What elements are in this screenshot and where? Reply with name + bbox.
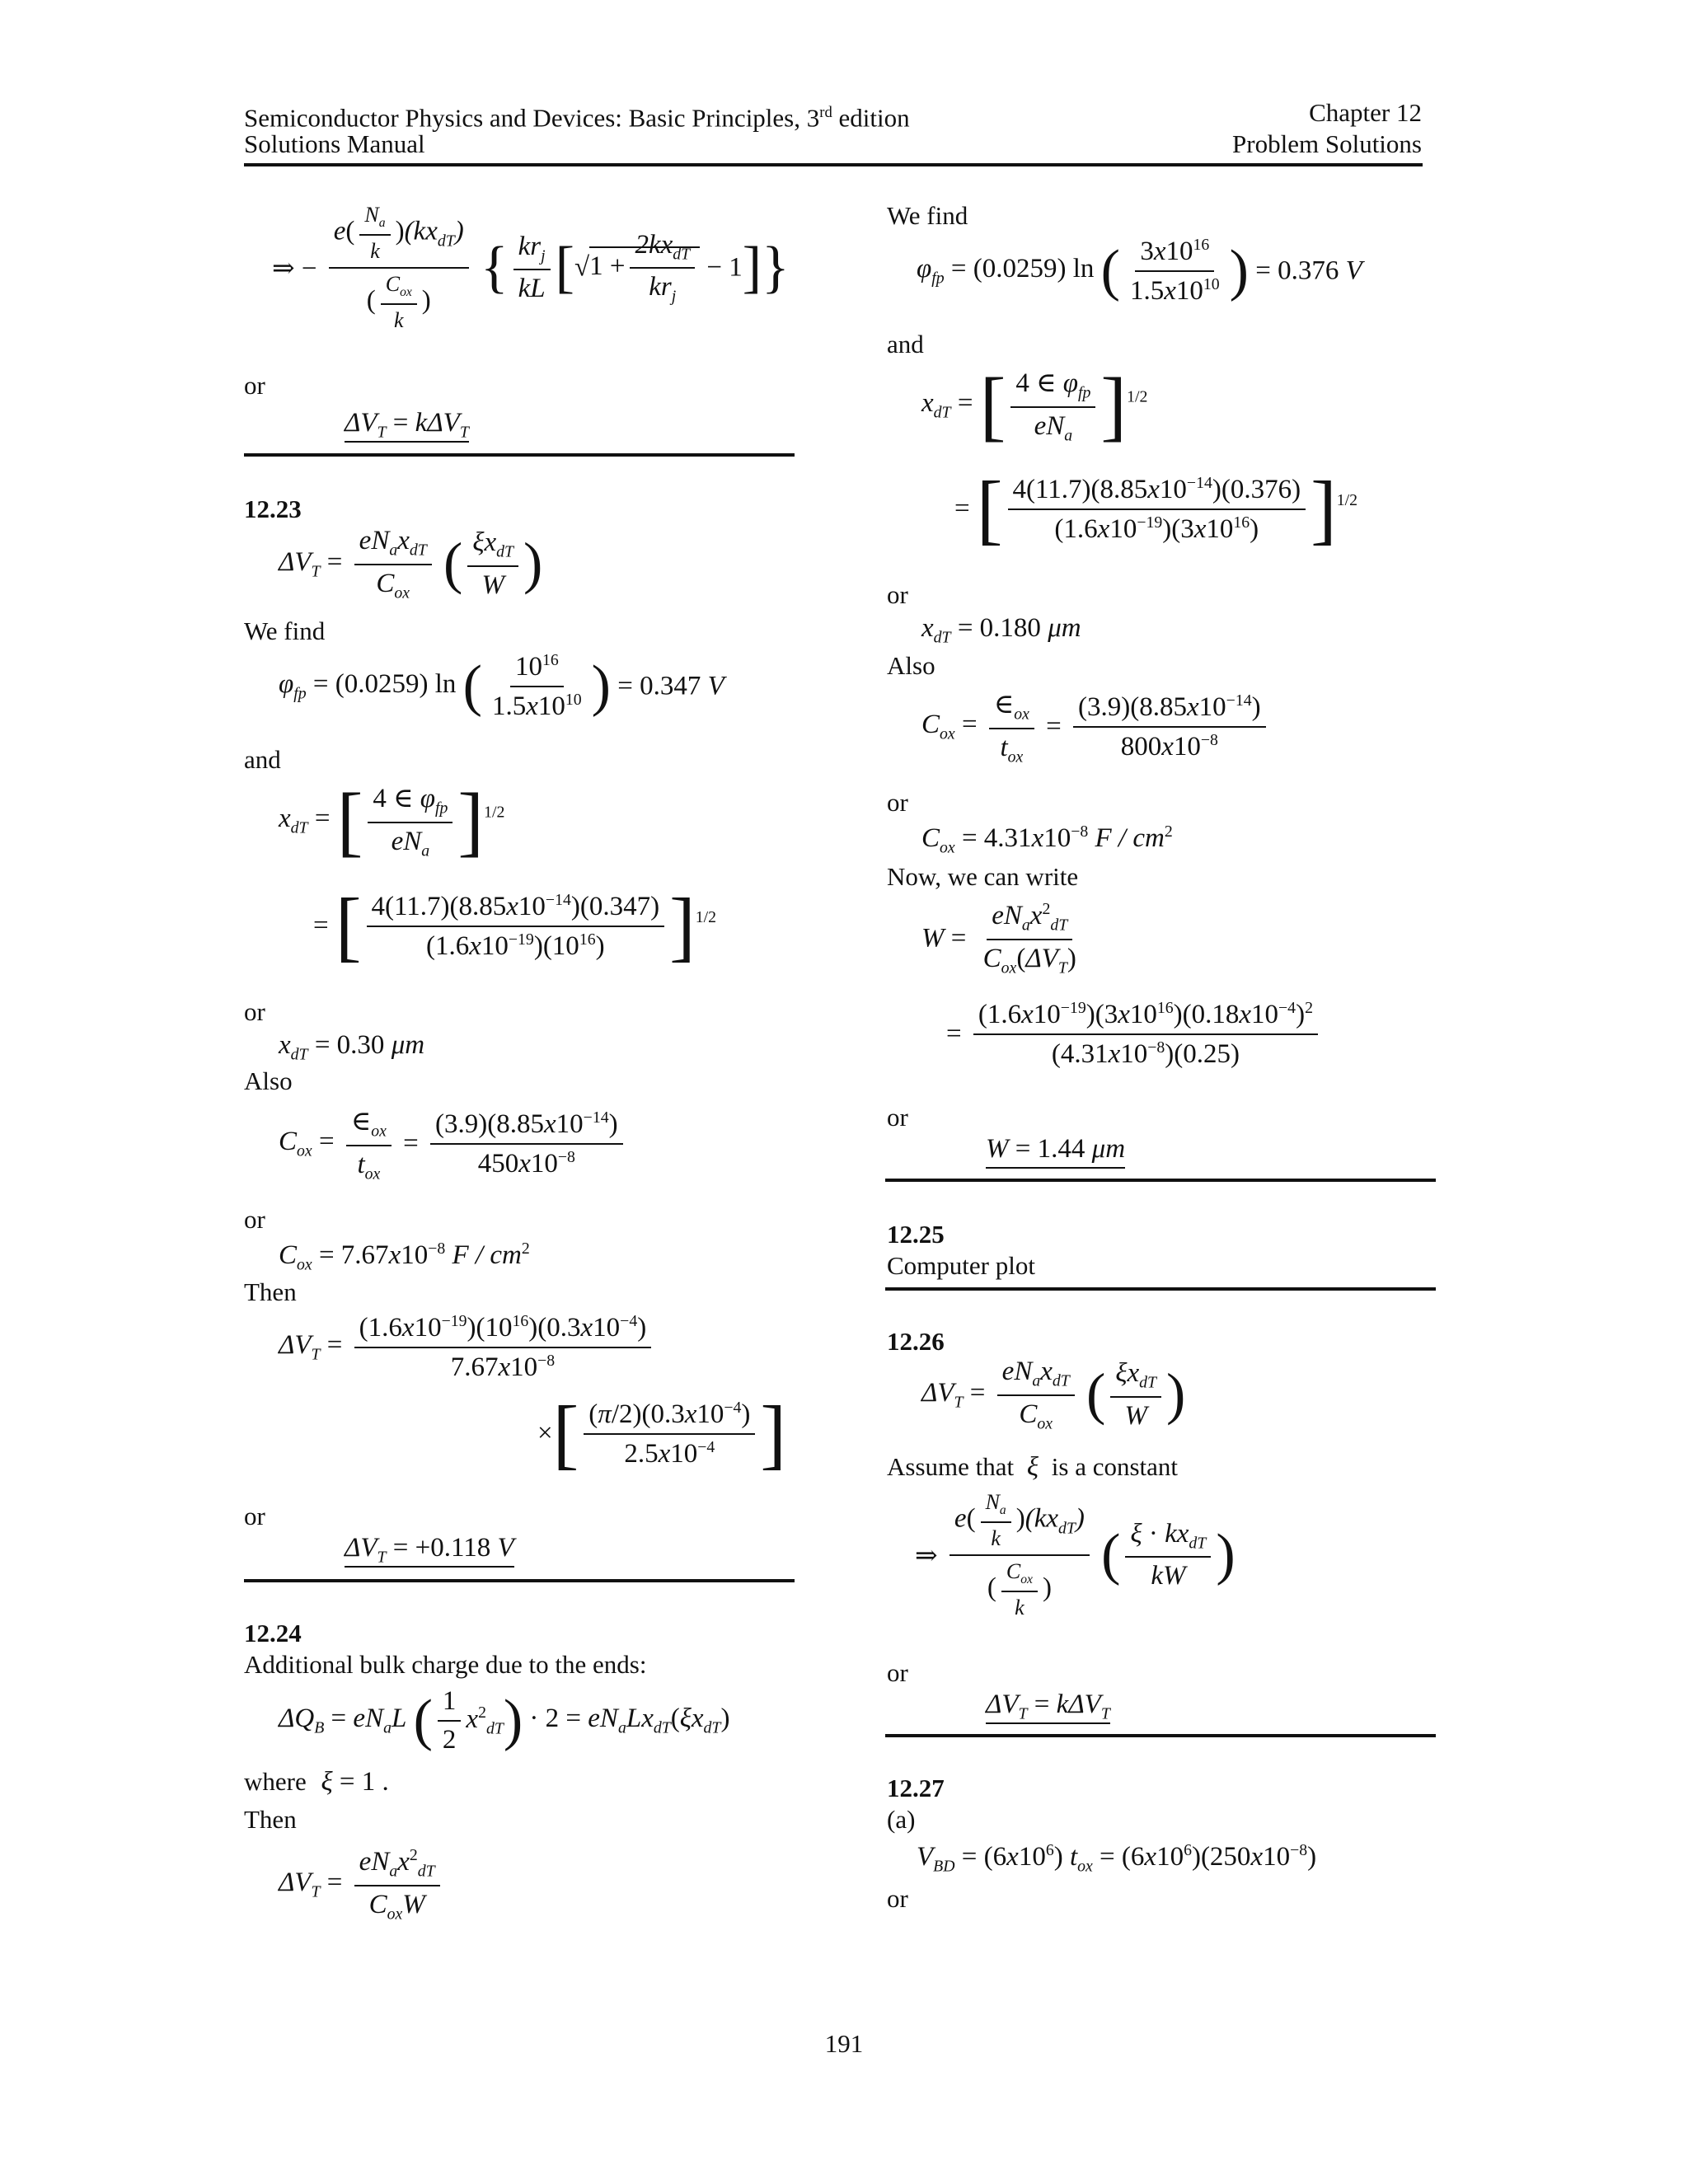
xdt-result: $x_{dT} = 0.180$ μm <box>921 613 1081 647</box>
text-or: or <box>244 997 265 1026</box>
edition-word: edition <box>832 103 910 133</box>
problem-number-1226: 12.26 <box>887 1327 945 1356</box>
text-is-a-constant: is a constant <box>1051 1452 1179 1481</box>
problem-number-1223: 12.23 <box>244 494 302 523</box>
eq-1223-xdt-formula: $x_{dT}$ = [ $\frac{4 \in \varphi_{fp}}{eN_a}$ ]$^{1/2}$ <box>279 776 505 865</box>
page-number: 191 <box>824 2029 864 2058</box>
eq-1227-vbd: $V_{BD} = (6x10^6) t_{ox} = (6x10^6)(250x10^{-8})$ <box>917 1841 1317 1876</box>
text-or: or <box>887 1658 908 1687</box>
text-and: and <box>887 330 924 359</box>
result-1222: $\Delta V_T = k\Delta V_T$ <box>345 408 469 442</box>
eq-1226-dvt: $\Delta V_T$ = $\frac{eN_ax_{dT}}{C_{ox}}$ ( $\frac{\xi x_{dT}}{W}$ ) <box>921 1357 1186 1433</box>
text-assume-that: Assume that <box>887 1452 1015 1481</box>
result-1226: $\Delta V_T = k\Delta V_T$ <box>986 1690 1110 1723</box>
header-rule <box>244 163 1423 166</box>
divider-1225 <box>885 1287 1436 1291</box>
part-a-label: (a) <box>887 1805 916 1834</box>
eq-1223-dvt-numeric: $\Delta V_T$ = $\frac{(1.6x10^{-19})(10^{16})(0.3x10^{-4})}{7.67x10^{-8}}$ <box>279 1312 656 1383</box>
text-or: or <box>887 788 908 817</box>
eq-1223-phi: $\varphi_{fp} = (0.0259)$ ln ( $\frac{10^{16}}{1.5x10^{10}}$ ) = 0.347 V <box>279 651 724 721</box>
where-line: where ξ = 1 . <box>244 1767 389 1797</box>
eq-1222-implication: ⇒ − e( $\frac{N_a}{k}$ )$(kx_{dT})$ ( $\frac{C_{ox}}{k}$ ) { $\frac{kr_j}{kL}$ [√1 + $\frac{2kx_{dT}}{kr_j}$ − 1]} <box>272 203 790 333</box>
text-or: or <box>887 1884 908 1913</box>
problem-number-1224: 12.24 <box>244 1619 302 1647</box>
eq-1224-xdt-formula: $x_{dT}$ = [ $\frac{4 \in \varphi_{fp}}{eN_a}$ ]$^{1/2}$ <box>921 361 1148 449</box>
text-or: or <box>244 1205 265 1234</box>
text-we-find: We find <box>244 616 326 645</box>
eq-1224-cox: $C_{ox}$ = $\frac{\in_{ox}}{t_{ox}}$ = $\frac{(3.9)(8.85x10^{-14})}{800x10^{-8}}$ <box>921 687 1271 766</box>
text-or: or <box>887 1103 908 1132</box>
book-title-text: Semiconductor Physics and Devices: Basic Principles, 3 <box>244 103 820 133</box>
manual-subtitle: Solutions Manual <box>244 129 425 158</box>
text-or: or <box>244 371 265 400</box>
text-then: Then <box>244 1805 297 1834</box>
cox-result: $C_{ox} = 4.31x10^{-8}$ F / $cm^2$ <box>921 823 1173 857</box>
section-label: Problem Solutions <box>1232 129 1422 158</box>
text-we-find: We find <box>887 201 968 230</box>
eq-1223-multiplier: ×[ $\frac{(\pi/2)(0.3x10^{-4})}{2.5x10^{-4}}$ ] <box>537 1390 787 1477</box>
eq-1223-xdt-numeric: = [ $\frac{4(11.7)(8.85x10^{-14})(0.347)}{(1.6x10^{-19})(10^{16})}$ ]$^{1/2}$ <box>313 882 716 969</box>
eq-1223-cox: $C_{ox}$ = $\frac{\in_{ox}}{t_{ox}}$ = $\frac{(3.9)(8.85x10^{-14})}{450x10^{-8}}$ <box>279 1104 628 1183</box>
eq-1224-dqb: $\Delta Q_B = eN_aL$ ( $\frac{1}{2}$ $x^2_{dT}) \cdot 2 = eN_aLx_{dT}(\xi x_{dT})$ <box>279 1686 730 1755</box>
text-computer-plot: Computer plot <box>887 1251 1035 1280</box>
text-additional-bulk-charge: Additional bulk charge due to the ends: <box>244 1650 647 1679</box>
eq-1224-dvt: $\Delta V_T$ = $\frac{eN_ax^2_{dT}}{C_{ox}W}$ <box>279 1846 445 1924</box>
text-where: where <box>244 1767 307 1796</box>
text-then: Then <box>244 1277 297 1306</box>
problem-number-1225: 12.25 <box>887 1220 945 1249</box>
eq-1224-phi: $\varphi_{fp} = (0.0259)$ ln ( $\frac{3x10^{16}}{1.5x10^{10}}$ ) = 0.376 V <box>917 236 1362 306</box>
problem-number-1227: 12.27 <box>887 1774 945 1802</box>
cox-result: $C_{ox} = 7.67x10^{-8}$ F / $cm^2$ <box>279 1240 530 1274</box>
text-or: or <box>244 1502 265 1530</box>
text-also: Also <box>887 651 935 680</box>
chapter-label: Chapter 12 <box>1309 98 1422 127</box>
divider-1223 <box>244 1579 795 1582</box>
assume-line: Assume that ξ is a constant <box>887 1452 1179 1482</box>
result-1224: W = 1.44 μm <box>986 1134 1125 1165</box>
text-or: or <box>887 580 908 609</box>
eq-1223-dvt: $\Delta V_T$ = $\frac{eN_ax_{dT}}{C_{ox}}$ ( $\frac{\xi x_{dT}}{W}$ ) <box>279 526 543 602</box>
divider-1226 <box>885 1734 1436 1737</box>
xdt-result: $x_{dT} = 0.30$ μm <box>279 1030 425 1064</box>
edition-superscript: rd <box>819 104 832 121</box>
eq-1224-w: W = $\frac{eN_ax^2_{dT}}{C_{ox}(\Delta V_T)}$ <box>921 900 1076 977</box>
eq-1226-implication: ⇒ e( $\frac{N_a}{k}$ )$(kx_{dT})$ ( $\frac{C_{ox}}{k}$ ) ( $\frac{\xi \cdot kx_{dT}}{kW}$ ) <box>915 1490 1236 1620</box>
text-now-we-can-write: Now, we can write <box>887 862 1079 891</box>
text-also: Also <box>244 1066 293 1095</box>
eq-1224-w-numeric: = $\frac{(1.6x10^{-19})(3x10^{16})(0.18x10^{-4})^2}{(4.31x10^{-8})(0.25)}$ <box>946 999 1323 1070</box>
result-1223: $\Delta V_T = +0.118$ V <box>345 1533 514 1567</box>
divider-1222 <box>244 453 795 457</box>
text-and: and <box>244 745 281 774</box>
divider-1224 <box>885 1179 1436 1182</box>
eq-1224-xdt-numeric: = [ $\frac{4(11.7)(8.85x10^{-14})(0.376)}{(1.6x10^{-19})(3x10^{16})}$ ]$^{1/2}$ <box>954 465 1357 552</box>
